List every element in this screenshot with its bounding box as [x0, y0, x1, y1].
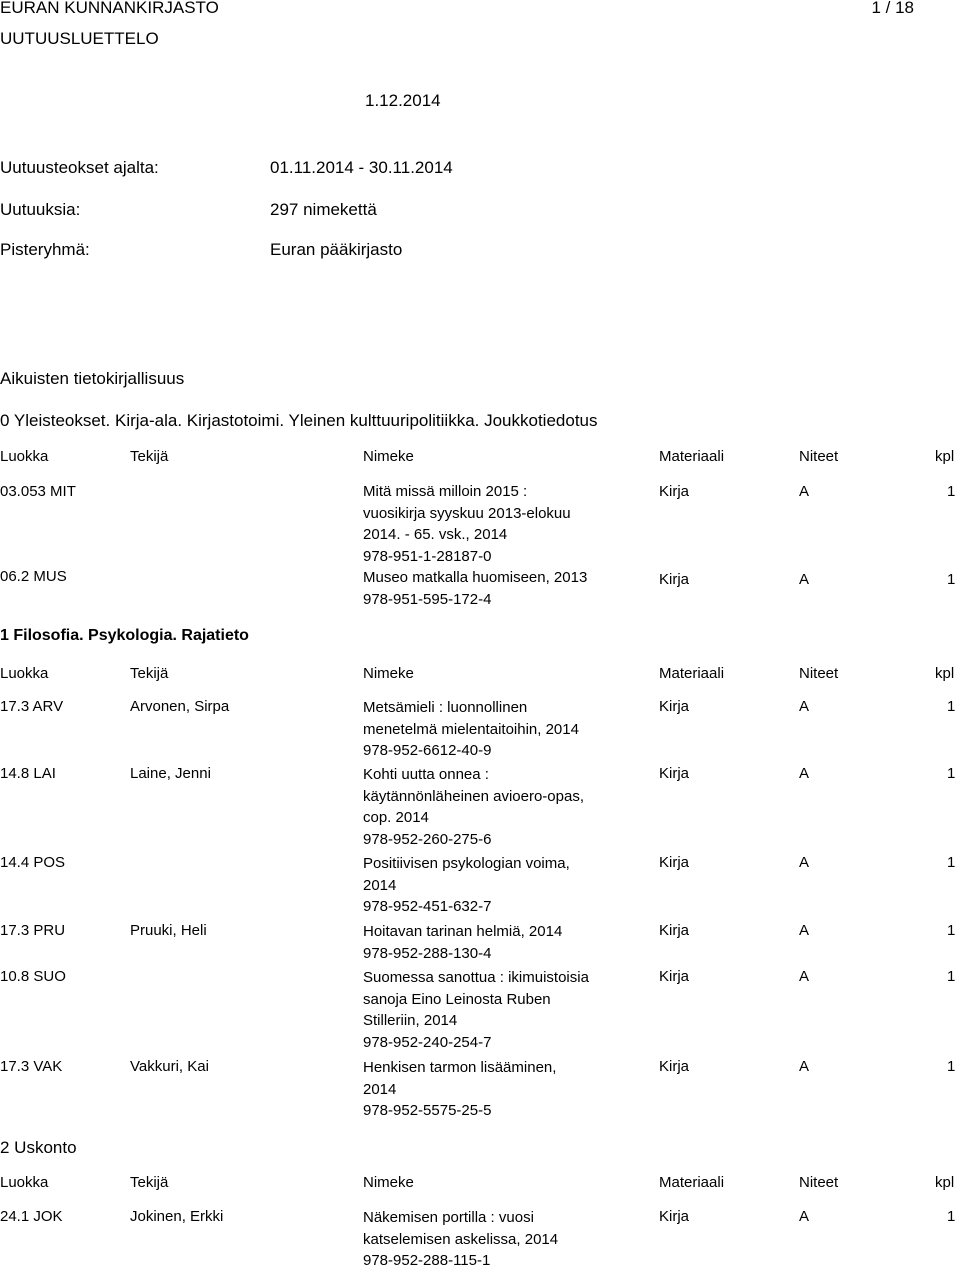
group-title: 0 Yleisteokset. Kirja-ala. Kirjastotoimi. Yleinen kulttuuripolitiikka. Joukkotiedotus — [0, 411, 598, 430]
col-nimeke: Nimeke — [363, 1174, 414, 1191]
row-tekija: Arvonen, Sirpa — [130, 698, 230, 715]
row-kpl: 1 — [947, 698, 956, 715]
row-materiaali: Kirja — [659, 483, 690, 500]
row-materiaali: Kirja — [659, 1058, 690, 1075]
row-nimeke: Mitä missä milloin 2015 : vuosikirja syyskuu 2013-elokuu 2014. - 65. vsk., 2014 978-951-1-28187-0 — [363, 483, 571, 565]
row-nimeke: Museo matkalla huomiseen, 2013 978-951-595-172-4 — [363, 569, 588, 608]
col-tekija: Tekijä — [130, 448, 169, 465]
row-niteet: A — [799, 765, 810, 782]
row-luokka: 06.2 MUS — [0, 568, 67, 585]
row-luokka: 10.8 SUO — [0, 968, 66, 985]
col-materiaali: Materiaali — [659, 448, 725, 465]
row-materiaali: Kirja — [659, 854, 690, 871]
period-label: Uutuusteokset ajalta: — [0, 158, 159, 177]
row-luokka: 14.4 POS — [0, 854, 66, 871]
group-title: 1 Filosofia. Psykologia. Rajatieto — [0, 627, 249, 644]
library-name: EURAN KUNNANKIRJASTO — [0, 0, 219, 17]
row-luokka: 17.3 PRU — [0, 922, 66, 939]
row-tekija: Jokinen, Erkki — [130, 1208, 224, 1225]
list-title: UUTUUSLUETTELO — [0, 29, 159, 48]
row-materiaali: Kirja — [659, 571, 690, 588]
group-title: 2 Uskonto — [0, 1138, 77, 1157]
col-tekija: Tekijä — [130, 1174, 169, 1191]
row-nimeke: Henkisen tarmon lisääminen, 2014 978-952-5575-25-5 — [363, 1059, 557, 1119]
section-title: Aikuisten tietokirjallisuus — [0, 369, 185, 388]
row-materiaali: Kirja — [659, 698, 690, 715]
col-luokka: Luokka — [0, 1174, 49, 1191]
row-nimeke: Näkemisen portilla : vuosi katselemisen askelissa, 2014 978-952-288-115-1 — [363, 1209, 559, 1269]
row-niteet: A — [799, 854, 810, 871]
period-value: 01.11.2014 - 30.11.2014 — [270, 158, 453, 177]
col-kpl: kpl — [935, 448, 955, 465]
row-tekija: Pruuki, Heli — [130, 922, 207, 939]
col-niteet: Niteet — [799, 665, 839, 682]
row-niteet: A — [799, 968, 810, 985]
row-materiaali: Kirja — [659, 765, 690, 782]
row-tekija: Laine, Jenni — [130, 765, 211, 782]
row-niteet: A — [799, 483, 810, 500]
col-niteet: Niteet — [799, 1174, 839, 1191]
row-kpl: 1 — [947, 1058, 956, 1075]
col-luokka: Luokka — [0, 665, 49, 682]
report-date: 1.12.2014 — [365, 91, 441, 110]
row-materiaali: Kirja — [659, 922, 690, 939]
row-luokka: 17.3 ARV — [0, 698, 64, 715]
row-kpl: 1 — [947, 854, 956, 871]
row-niteet: A — [799, 698, 810, 715]
row-nimeke: Suomessa sanottua : ikimuistoisia sanoja Eino Leinosta Ruben Stilleriin, 2014 978-952-240-254-7 — [363, 969, 589, 1051]
row-luokka: 17.3 VAK — [0, 1058, 63, 1075]
col-luokka: Luokka — [0, 448, 49, 465]
page-indicator: 1 / 18 — [871, 0, 914, 17]
row-nimeke: Metsämieli : luonnollinen menetelmä mielentaitoihin, 2014 978-952-6612-40-9 — [363, 699, 579, 759]
row-luokka: 24.1 JOK — [0, 1208, 63, 1225]
col-tekija: Tekijä — [130, 665, 169, 682]
row-tekija: Vakkuri, Kai — [130, 1058, 209, 1075]
col-nimeke: Nimeke — [363, 665, 414, 682]
group-value: Euran pääkirjasto — [270, 240, 403, 259]
col-niteet: Niteet — [799, 448, 839, 465]
row-kpl: 1 — [947, 765, 956, 782]
row-niteet: A — [799, 1058, 810, 1075]
col-kpl: kpl — [935, 1174, 955, 1191]
row-nimeke: Hoitavan tarinan helmiä, 2014 978-952-288-130-4 — [363, 923, 563, 962]
row-kpl: 1 — [947, 483, 956, 500]
count-label: Uutuuksia: — [0, 200, 81, 219]
row-kpl: 1 — [947, 968, 956, 985]
row-niteet: A — [799, 1208, 810, 1225]
row-materiaali: Kirja — [659, 1208, 690, 1225]
group-label: Pisteryhmä: — [0, 240, 90, 259]
row-kpl: 1 — [947, 1208, 956, 1225]
row-niteet: A — [799, 571, 810, 588]
col-kpl: kpl — [935, 665, 955, 682]
count-value: 297 nimekettä — [270, 200, 377, 219]
col-materiaali: Materiaali — [659, 1174, 725, 1191]
row-kpl: 1 — [947, 571, 956, 588]
row-materiaali: Kirja — [659, 968, 690, 985]
row-nimeke: Positiivisen psykologian voima, 2014 978-952-451-632-7 — [363, 855, 570, 915]
row-luokka: 14.8 LAI — [0, 765, 56, 782]
row-nimeke: Kohti uutta onnea : käytännönläheinen avioero-opas, cop. 2014 978-952-260-275-6 — [363, 766, 584, 848]
row-luokka: 03.053 MIT — [0, 483, 76, 500]
col-nimeke: Nimeke — [363, 448, 414, 465]
col-materiaali: Materiaali — [659, 665, 725, 682]
row-niteet: A — [799, 922, 810, 939]
row-kpl: 1 — [947, 922, 956, 939]
